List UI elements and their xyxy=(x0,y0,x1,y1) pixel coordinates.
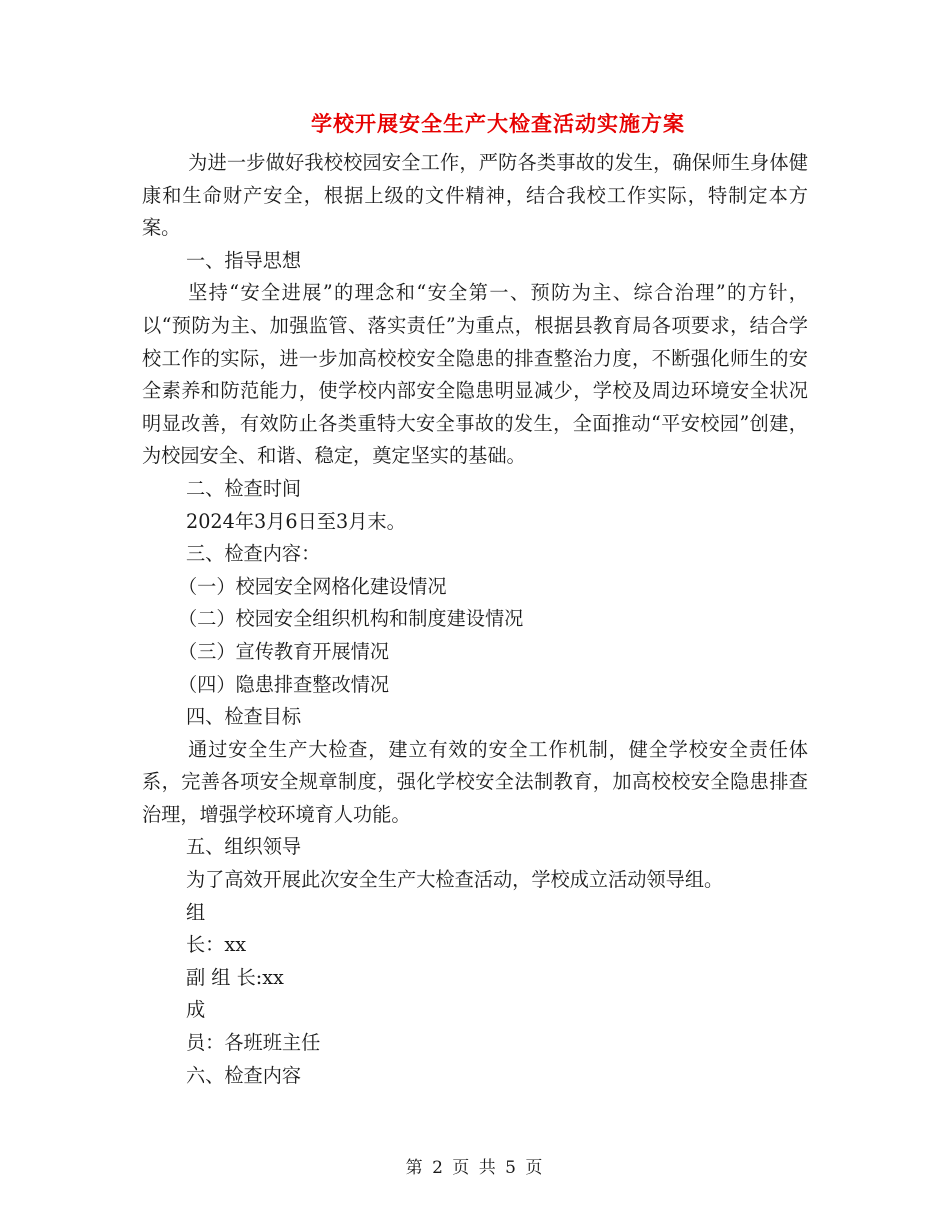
organization-line: 副 组 长:xx xyxy=(186,965,284,989)
section-heading-inspection-content-2: 六、检查内容 xyxy=(186,1063,302,1087)
section-heading-guiding-ideology: 一、指导思想 xyxy=(186,248,302,272)
inspection-goals-paragraph: 通过安全生产大检查，建立有效的安全工作机制，健全学校安全责任体系，完善各项安全规章制度，强化学校安全法制教育，加高校校安全隐患排查治理，增强学校环境育人功能。 xyxy=(142,737,808,826)
document-body xyxy=(142,147,808,1092)
list-item: （三）宣传教育开展情况 xyxy=(178,639,390,663)
intro-paragraph: 为进一步做好我校校园安全工作，严防各类事故的发生，确保师生身体健康和生命财产安全，根据上级的文件精神，结合我校工作实际，特制定本方案。 xyxy=(142,151,808,240)
guiding-ideology-paragraph: 坚持“安全进展”的理念和“安全第一、预防为主、综合治理”的方针，以“预防为主、加强监管、落实责任”为重点，根据县教育局各项要求，结合学校工作的实际，进一步加高校校安全隐患的排查整治力度，不断强化师生的安全素养和防范能力，使学校内部安全隐患明显减少，学校及周边环境安全状况明显改善，有效防止各类重特大安全事故的发生，全面推动“平安校园”创建，为校园安全、和谐、稳定，奠定坚实的基础。 xyxy=(142,281,808,468)
organization-line: 成 xyxy=(186,998,206,1022)
document-title: 学校开展安全生产大检查活动实施方案 xyxy=(311,111,685,136)
inspection-time-text: 2024年3月6日至3月末。 xyxy=(186,509,406,533)
section-heading-organization: 五、组织领导 xyxy=(186,835,302,859)
section-heading-inspection-goals: 四、检查目标 xyxy=(186,705,302,729)
list-item: （四）隐患排查整改情况 xyxy=(178,672,390,696)
list-item: （一）校园安全网格化建设情况 xyxy=(178,574,447,598)
organization-text: 为了高效开展此次安全生产大检查活动，学校成立活动领导组。 xyxy=(186,868,724,892)
page-footer: 第 2 页 共 5 页 xyxy=(405,1158,545,1178)
list-item: （二）校园安全组织机构和制度建设情况 xyxy=(178,607,524,631)
organization-line: 组 xyxy=(186,900,206,924)
section-heading-inspection-time: 二、检查时间 xyxy=(186,476,302,500)
organization-line: 长：xx xyxy=(186,933,247,957)
section-heading-inspection-content: 三、检查内容： xyxy=(186,542,321,566)
organization-line: 员：各班班主任 xyxy=(186,1031,321,1055)
